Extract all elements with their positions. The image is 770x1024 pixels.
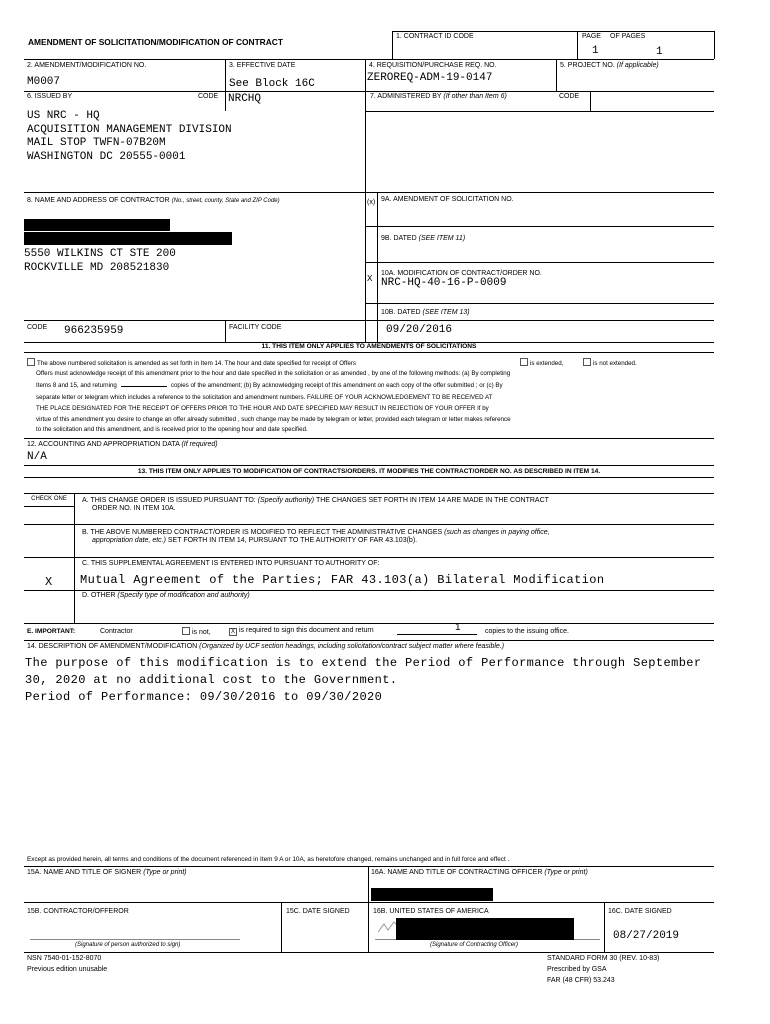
item-11-line: Offers must acknowledge receipt of this amendment prior to the hour and date specified in the solicitation or as amended , by one of the following methods: (a) By completing	[36, 370, 511, 377]
item-14-label: 14. DESCRIPTION OF AMENDMENT/MODIFICATION (Organized by UCF section headings, including solicitation/contract subject matter where feasible.)	[27, 643, 505, 650]
item-11-line: separate letter or telegram which includes a reference to the solicitation and amendment numbers. FAILURE OF YOUR ACKNOWLEDGEMENT TO BE RECEIVED AT	[36, 394, 493, 401]
rule	[24, 640, 714, 641]
x-column-label: (x)	[367, 199, 376, 206]
prescribed-by-text: Prescribed by GSA	[547, 966, 607, 973]
rule	[24, 506, 74, 507]
rule	[24, 590, 714, 591]
item-10b-label: 10B. DATED (SEE ITEM 13)	[381, 309, 470, 316]
extended-option: is extended,	[520, 358, 563, 369]
item-9a-label: 9A. AMENDMENT OF SOLICITATION NO.	[381, 196, 514, 203]
rule	[24, 320, 714, 321]
rule	[714, 31, 715, 59]
page-label: PAGE	[582, 33, 601, 40]
page-count: 1	[656, 46, 663, 58]
rule	[24, 465, 714, 466]
item-11-line: virtue of this amendment you desire to change an offer already submitted , such change may be made by telegram or letter, provided each telegram or letter makes reference	[36, 416, 511, 423]
issued-by-label: 6. ISSUED BY	[27, 93, 73, 100]
rule	[24, 557, 714, 558]
item-10b-value: 09/20/2016	[386, 324, 453, 336]
check-one-label: CHECK ONE	[31, 496, 67, 502]
redacted-signature	[396, 918, 574, 940]
requisition-value: ZEROREQ-ADM-19-0147	[367, 72, 493, 84]
checkbox[interactable]	[583, 358, 591, 366]
of-pages-label: OF PAGES	[610, 33, 646, 40]
copies-line	[397, 634, 477, 635]
officer-caption: (Signature of Contracting Officer)	[430, 942, 519, 948]
rule	[604, 902, 605, 952]
item-10a-value: NRC-HQ-40-16-P-0009	[381, 277, 507, 289]
item-16c-label: 16C. DATE SIGNED	[608, 908, 672, 915]
item-15a-label: 15A. NAME AND TITLE OF SIGNER (Type or print)	[27, 869, 187, 876]
item-12-value: N/A	[27, 451, 47, 463]
item-10a-check: X	[367, 274, 373, 284]
rule	[24, 438, 714, 439]
facility-code-label: FACILITY CODE	[229, 324, 282, 331]
signature-line	[30, 939, 240, 940]
item-13c-label: C. THIS SUPPLEMENTAL AGREEMENT IS ENTERED INTO PURSUANT TO AUTHORITY OF:	[82, 560, 380, 567]
rule	[392, 31, 714, 32]
item-10a-label: 10A. MODIFICATION OF CONTRACT/ORDER NO.	[381, 270, 542, 277]
form-title: AMENDMENT OF SOLICITATION/MODIFICATION OF CONTRACT	[28, 37, 283, 47]
amendment-no-label: 2. AMENDMENT/MODIFICATION NO.	[27, 62, 147, 69]
rule	[24, 91, 714, 92]
rule	[281, 902, 282, 952]
important-label: E. IMPORTANT:	[27, 628, 76, 635]
rule	[74, 493, 75, 623]
copies-suffix: copies to the issuing office.	[485, 628, 569, 635]
far-text: FAR (48 CFR) 53.243	[547, 977, 615, 984]
redacted-name	[24, 219, 170, 231]
issued-code-value: NRCHQ	[228, 93, 262, 105]
rule	[590, 91, 591, 111]
rule	[368, 866, 369, 952]
contractor-code-label: CODE	[27, 324, 48, 331]
contractor-code-value: 966235959	[64, 325, 124, 337]
checkbox[interactable]	[182, 627, 190, 635]
standard-form-text: STANDARD FORM 30 (REV. 10-83)	[547, 955, 660, 962]
contract-id-label: 1. CONTRACT ID CODE	[396, 33, 474, 40]
nsn-text: NSN 7540-01-152-8070	[27, 955, 102, 962]
issued-code-label: CODE	[198, 93, 219, 100]
item-13a-text: A. THIS CHANGE ORDER IS ISSUED PURSUANT TO: (Specify authority) THE CHANGES SET FORTH IN ITEM 14 ARE MADE IN THE CONTRACT	[82, 497, 549, 504]
item-13b-text: B. THE ABOVE NUMBERED CONTRACT/ORDER IS MODIFIED TO REFLECT THE ADMINISTRATIVE CHANGES (such as changes in paying office,	[82, 529, 550, 536]
item-11-line: to the solicitation and this amendment, and is received prior to the opening hour and date specified.	[36, 426, 308, 433]
item-15c-label: 15C. DATE SIGNED	[286, 908, 350, 915]
previous-edition-text: Previous edition unusable	[27, 966, 108, 973]
is-required-option: X is required to sign this document and return	[230, 627, 374, 635]
signer-caption: (Signature of person authorized to sign)	[75, 942, 181, 948]
item-15b-label: 15B. CONTRACTOR/OFFEROR	[27, 908, 129, 915]
checkbox[interactable]: X	[230, 629, 235, 635]
item-11-line: The above numbered solicitation is amended as set forth in Item 14. The hour and date specified for receipt of Offers	[27, 358, 356, 369]
rule	[24, 59, 714, 60]
rule	[365, 59, 366, 342]
item-11-line: Items 8 and 15, and returning copies of the amendment; (b) By acknowledging receipt of this amendment on each copy of the offer submitted ; or (c) By	[36, 382, 503, 389]
admin-code-label: CODE	[559, 93, 580, 100]
administered-by-label: 7. ADMINISTERED BY (If other than Item 6)	[370, 93, 507, 100]
rule	[24, 493, 714, 494]
item-11-heading: 11. THIS ITEM ONLY APPLIES TO AMENDMENTS OF SOLICITATIONS	[261, 343, 477, 350]
rule	[225, 320, 226, 342]
rule	[365, 303, 714, 304]
page-number: 1	[592, 45, 599, 57]
contractor-text: Contractor	[100, 628, 133, 635]
project-no-label: 5. PROJECT NO. (If applicable)	[560, 62, 659, 69]
contractor-address: 5550 WILKINS CT STE 200 ROCKVILLE MD 208521830	[24, 248, 176, 274]
terms-statement: Except as provided herein, all terms and conditions of the document referenced in Item 9 A or 10A, as heretofore changed, remains unchanged and in full force and effect .	[27, 856, 510, 863]
item-13d-label: D. OTHER (Specify type of modification and authority)	[82, 592, 250, 599]
checkbox[interactable]	[520, 358, 528, 366]
requisition-label: 4. REQUISITION/PURCHASE REQ. NO.	[369, 62, 497, 69]
rule	[556, 59, 557, 91]
rule	[392, 31, 393, 59]
rule	[365, 111, 714, 112]
rule	[24, 623, 714, 624]
item-13b-text: appropriation date, etc.) SET FORTH IN ITEM 14, PURSUANT TO THE AUTHORITY OF FAR 43.103(b).	[92, 537, 418, 544]
rule	[24, 352, 714, 353]
rule	[225, 59, 226, 111]
rule	[24, 952, 714, 953]
redacted-name	[24, 232, 232, 245]
is-not-option: is not,	[182, 627, 211, 637]
effective-date-label: 3. EFFECTIVE DATE	[229, 62, 296, 69]
effective-date-value: See Block 16C	[229, 78, 315, 90]
not-extended-option: is not extended.	[583, 358, 637, 369]
amendment-no-value: M0007	[27, 76, 61, 88]
item-9b-label: 9B. DATED (SEE ITEM 11)	[381, 235, 466, 242]
rule	[365, 262, 714, 263]
item-16a-label: 16A. NAME AND TITLE OF CONTRACTING OFFICER (Type or print)	[371, 869, 588, 876]
rule	[577, 31, 578, 59]
item-16c-value: 08/27/2019	[613, 930, 680, 942]
rule	[24, 902, 714, 903]
item-13-heading: 13. THIS ITEM ONLY APPLIES TO MODIFICATION OF CONTRACTS/ORDERS. IT MODIFIES THE CONTRACT/ORDER NO. AS DESCRIBED IN ITEM 14.	[137, 468, 601, 475]
copies-value: 1	[455, 622, 461, 633]
rule	[24, 477, 714, 478]
contractor-label: 8. NAME AND ADDRESS OF CONTRACTOR (No., street, county, State and ZIP Code)	[27, 197, 280, 204]
issuer-address: US NRC - HQ ACQUISITION MANAGEMENT DIVISION MAIL STOP TWFN-07B20M WASHINGTON DC 20555-0001	[27, 110, 232, 163]
item-11-line: THE PLACE DESIGNATED FOR THE RECEIPT OF OFFERS PRIOR TO THE HOUR AND DATE SPECIFIED MAY RESULT IN REJECTION OF YOUR OFFER If by	[36, 405, 489, 412]
item-14-description: The purpose of this modification is to extend the Period of Performance through September 30, 2020 at no additional cost to the Government. Period of Performance: 09/30/2016 to 09/30/2020	[25, 656, 702, 704]
item-13a-text: ORDER NO. IN ITEM 10A.	[92, 505, 176, 512]
rule	[24, 192, 714, 193]
item-13c-value: Mutual Agreement of the Parties; FAR 43.103(a) Bilateral Modification	[80, 573, 605, 587]
rule	[24, 866, 714, 867]
item-12-label: 12. ACCOUNTING AND APPROPRIATION DATA (If required)	[27, 441, 218, 448]
rule	[365, 226, 714, 227]
checkbox[interactable]	[27, 358, 35, 366]
item-16b-label: 16B. UNITED STATES OF AMERICA	[373, 908, 489, 915]
redacted-name	[371, 888, 493, 901]
rule	[24, 524, 714, 525]
item-13c-check: X	[45, 575, 53, 589]
